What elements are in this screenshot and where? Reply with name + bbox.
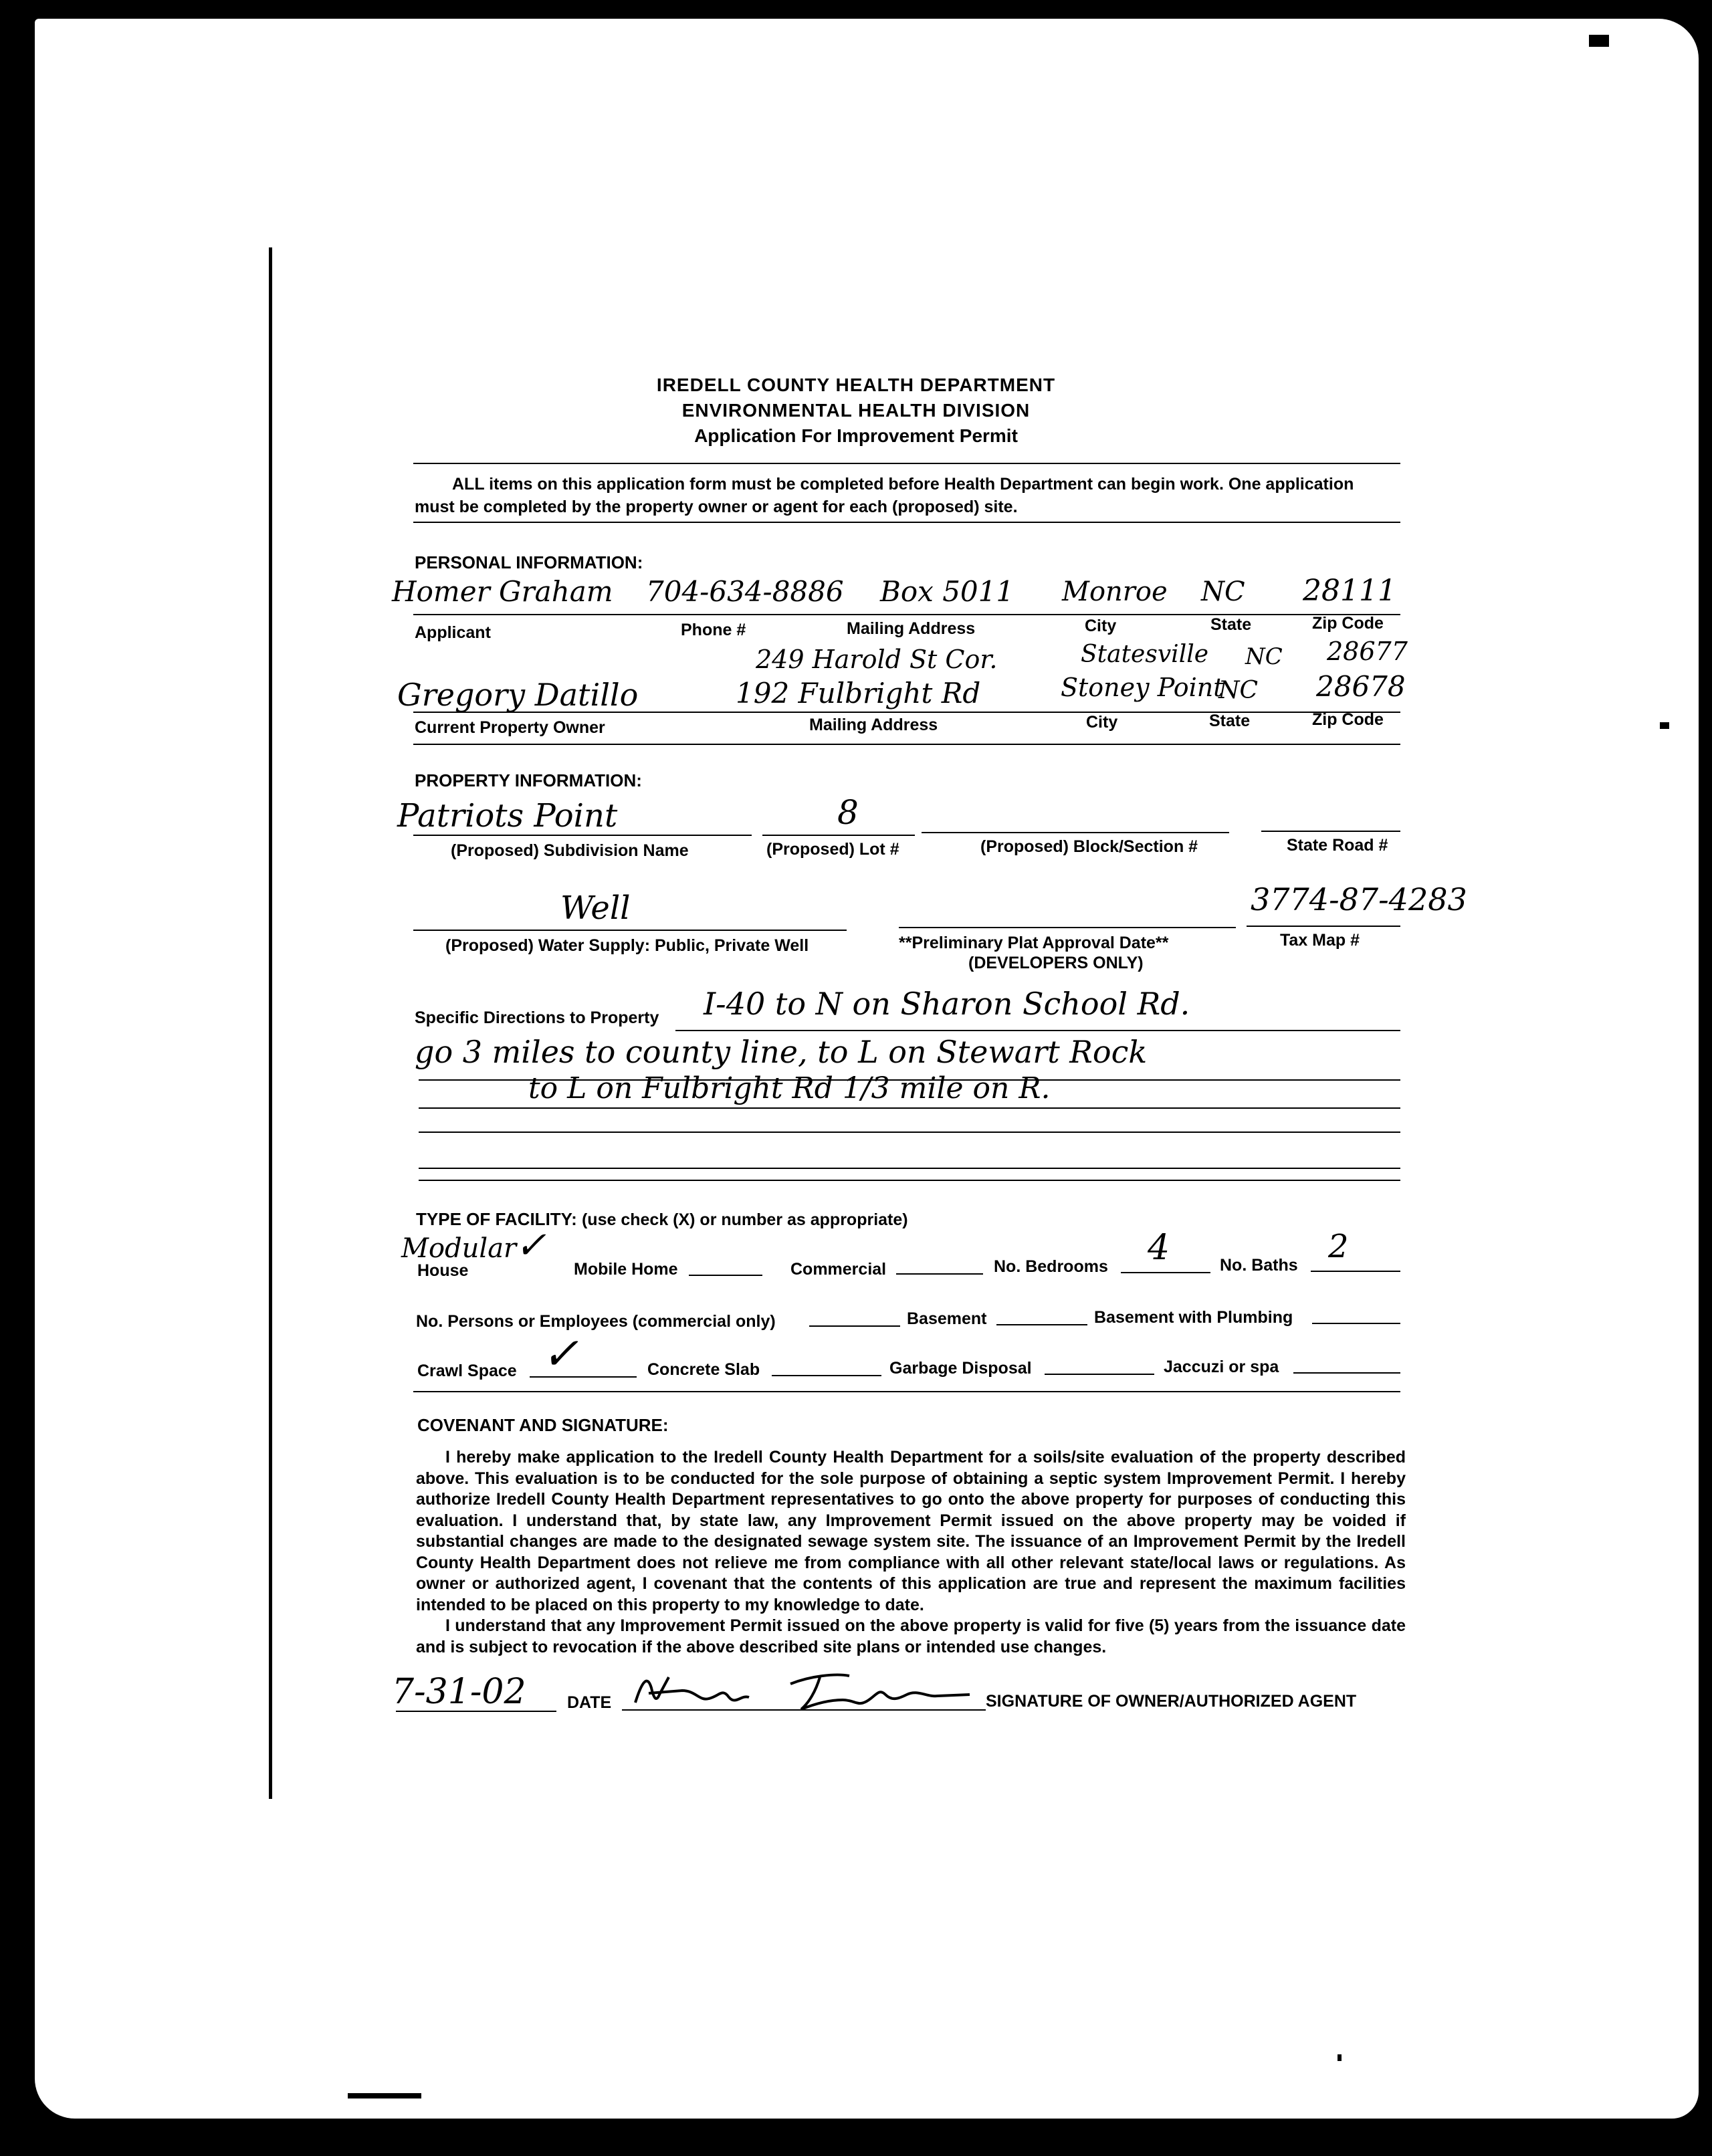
owner-zip-2-value: 28678 — [1316, 670, 1406, 703]
baths-label: No. Baths — [1220, 1256, 1298, 1275]
intro-divider — [413, 522, 1400, 523]
baths-value: 2 — [1328, 1228, 1349, 1265]
bedrooms-line — [1121, 1272, 1210, 1273]
water-supply-label: (Proposed) Water Supply: Public, Private Well — [445, 936, 809, 955]
commercial-line — [896, 1273, 983, 1275]
covenant-paragraph-1: I hereby make application to the Iredell County Health Department for a soils/site evaluation of the property described above. This evaluation is to be conducted for the sole purpose of obtaining a septic system Improvement Permit. I hereby authorize Iredell County Health Department representatives to go onto the above property for purposes of conducting this evaluation. I understand that, by state law, any Improvement Permit issued on the above property may be voided if substantial changes are made to the designated sewage system site. The issuance of an Improvement Permit by the Iredell County Health Department does not relieve me from compliance with all other relevant state/local laws or regulations. As owner or authorized agent, I covenant that the contents of this application are true and represent the maximum facilities intended to be placed on this property to my knowledge to date. — [416, 1448, 1406, 1614]
personal-heading: PERSONAL INFORMATION: — [415, 552, 643, 572]
owner-city-label: City — [1086, 713, 1118, 732]
persons-label: No. Persons or Employees (commercial only) — [416, 1312, 776, 1331]
directions-line1 — [675, 1030, 1400, 1031]
intro-line1: items on this application form must be completed before Health Department can begin work. One application — [489, 475, 1354, 494]
block-label: (Proposed) Block/Section # — [980, 837, 1198, 856]
city-label: City — [1085, 617, 1117, 635]
form-header-line3: Application For Improvement Permit — [694, 425, 1018, 446]
house-label: House — [417, 1261, 469, 1280]
applicant-phone-value: 704-634-8886 — [646, 575, 844, 608]
crawl-space-line — [530, 1376, 637, 1378]
house-value: Modular — [401, 1233, 517, 1264]
mobile-home-label: Mobile Home — [574, 1260, 678, 1279]
form-header-line2: ENVIRONMENTAL HEALTH DIVISION — [681, 400, 1031, 421]
applicant-city-value: Monroe — [1062, 576, 1168, 607]
basement-plumbing-label: Basement with Plumbing — [1094, 1308, 1293, 1327]
facility-heading-label: TYPE OF FACILITY: — [416, 1209, 577, 1229]
covenant-heading: COVENANT AND SIGNATURE: — [417, 1415, 669, 1435]
concrete-slab-label: Concrete Slab — [647, 1360, 760, 1379]
jacuzzi-line — [1293, 1372, 1400, 1374]
baths-line — [1311, 1271, 1400, 1272]
lot-label: (Proposed) Lot # — [766, 840, 899, 859]
directions-line2-value: go 3 miles to county line, to L on Stewart Rock — [415, 1034, 1148, 1070]
tax-map-value: 3774-87-4283 — [1251, 881, 1467, 918]
owner-zip-label: Zip Code — [1312, 710, 1384, 729]
owner-state-label: State — [1209, 712, 1251, 730]
owner-name-value: Gregory Datillo — [397, 677, 639, 713]
state-road-line — [1261, 831, 1400, 832]
mobile-home-line — [689, 1275, 762, 1276]
applicant-line — [413, 614, 1400, 615]
applicant-address-value: Box 5011 — [880, 575, 1014, 608]
concrete-slab-line — [772, 1375, 881, 1376]
intro-lead: ALL — [452, 475, 485, 494]
owner-address-2-value: 192 Fulbright Rd — [736, 677, 981, 710]
directions-line6 — [419, 1180, 1400, 1181]
facility-heading — [416, 1209, 908, 1230]
zip-label: Zip Code — [1312, 614, 1384, 633]
directions-label: Specific Directions to Property — [415, 1008, 659, 1027]
plat-line — [899, 927, 1236, 928]
block-line — [922, 832, 1229, 833]
directions-line5 — [419, 1168, 1400, 1169]
intro-text — [452, 475, 1354, 494]
crawl-space-label: Crawl Space — [417, 1362, 517, 1380]
covenant-paragraph-2: I understand that any Improvement Permit issued on the above property is valid for five (5) years from the issuance date and is subject to revocation if the above described site plans or intended use changes. — [416, 1616, 1406, 1656]
directions-line1-value: I-40 to N on Sharon School Rd. — [704, 986, 1190, 1022]
owner-mailing-label: Mailing Address — [809, 716, 938, 734]
persons-line — [809, 1325, 900, 1327]
owner-city-2-value: Stoney Point — [1061, 673, 1224, 702]
plat-sub-label: (DEVELOPERS ONLY) — [968, 954, 1144, 972]
date-underline — [396, 1711, 556, 1712]
lot-line — [762, 835, 915, 836]
subdivision-line — [413, 835, 752, 836]
garbage-disposal-line — [1045, 1374, 1154, 1375]
intro-line2: must be completed by the property owner or agent for each (proposed) site. — [415, 498, 1018, 516]
property-heading: PROPERTY INFORMATION: — [415, 770, 642, 790]
basement-line — [996, 1324, 1087, 1325]
house-check: ✓ — [515, 1224, 546, 1267]
applicant-name-value: Homer Graham — [392, 575, 613, 608]
header-divider — [413, 463, 1400, 464]
facility-divider — [413, 1391, 1400, 1392]
applicant-zip-value: 28111 — [1303, 574, 1396, 608]
date-label: DATE — [567, 1693, 612, 1712]
directions-line3 — [419, 1107, 1400, 1109]
phone-label: Phone # — [681, 621, 746, 639]
scan-speck — [1660, 722, 1669, 729]
owner-address-1-value: 249 Harold St Cor. — [756, 645, 998, 674]
date-value: 7-31-02 — [392, 1672, 526, 1712]
subdivision-value: Patriots Point — [397, 797, 618, 835]
signature-label: SIGNATURE OF OWNER/AUTHORIZED AGENT — [986, 1692, 1357, 1711]
owner-line — [413, 712, 1400, 713]
covenant-body — [416, 1447, 1406, 1658]
owner-state-2-value: NC — [1218, 677, 1259, 704]
plat-label: **Preliminary Plat Approval Date** — [899, 934, 1169, 952]
bedrooms-value: 4 — [1148, 1228, 1170, 1268]
mailing-label: Mailing Address — [847, 619, 976, 638]
form-header-line1: IREDELL COUNTY HEALTH DEPARTMENT — [656, 374, 1056, 395]
scan-speck — [1338, 2054, 1342, 2061]
tax-map-label: Tax Map # — [1280, 931, 1360, 950]
state-label: State — [1210, 615, 1252, 634]
crawl-space-check: ✓ — [542, 1328, 579, 1380]
owner-signature — [622, 1668, 983, 1716]
commercial-label: Commercial — [790, 1260, 887, 1279]
directions-line4 — [419, 1131, 1400, 1133]
state-road-label: State Road # — [1287, 836, 1388, 855]
scan-speck — [1589, 35, 1609, 47]
subdivision-label: (Proposed) Subdivision Name — [451, 841, 689, 860]
basement-label: Basement — [907, 1309, 987, 1328]
applicant-label: Applicant — [415, 623, 491, 642]
basement-plumbing-line — [1312, 1323, 1400, 1324]
owner-zip-1-value: 28677 — [1327, 637, 1408, 666]
owner-city-1-value: Statesville — [1081, 641, 1209, 668]
lot-value: 8 — [837, 793, 859, 832]
personal-divider — [413, 744, 1400, 745]
jacuzzi-label: Jaccuzi or spa — [1164, 1358, 1279, 1376]
scan-speck — [348, 2093, 421, 2098]
water-supply-value: Well — [560, 889, 631, 927]
scan-speck — [1707, 1150, 1712, 1160]
left-binding-edge — [269, 247, 272, 1799]
facility-heading-note: (use check (X) or number as appropriate) — [581, 1210, 908, 1229]
tax-map-line — [1247, 926, 1400, 927]
garbage-disposal-label: Garbage Disposal — [889, 1359, 1032, 1378]
bedrooms-label: No. Bedrooms — [994, 1257, 1108, 1276]
directions-line3-value: to L on Fulbright Rd 1/3 mile on R. — [528, 1071, 1051, 1105]
owner-label: Current Property Owner — [415, 718, 605, 737]
owner-state-1-value: NC — [1245, 643, 1283, 670]
water-supply-line — [413, 930, 847, 931]
applicant-state-value: NC — [1201, 576, 1245, 607]
